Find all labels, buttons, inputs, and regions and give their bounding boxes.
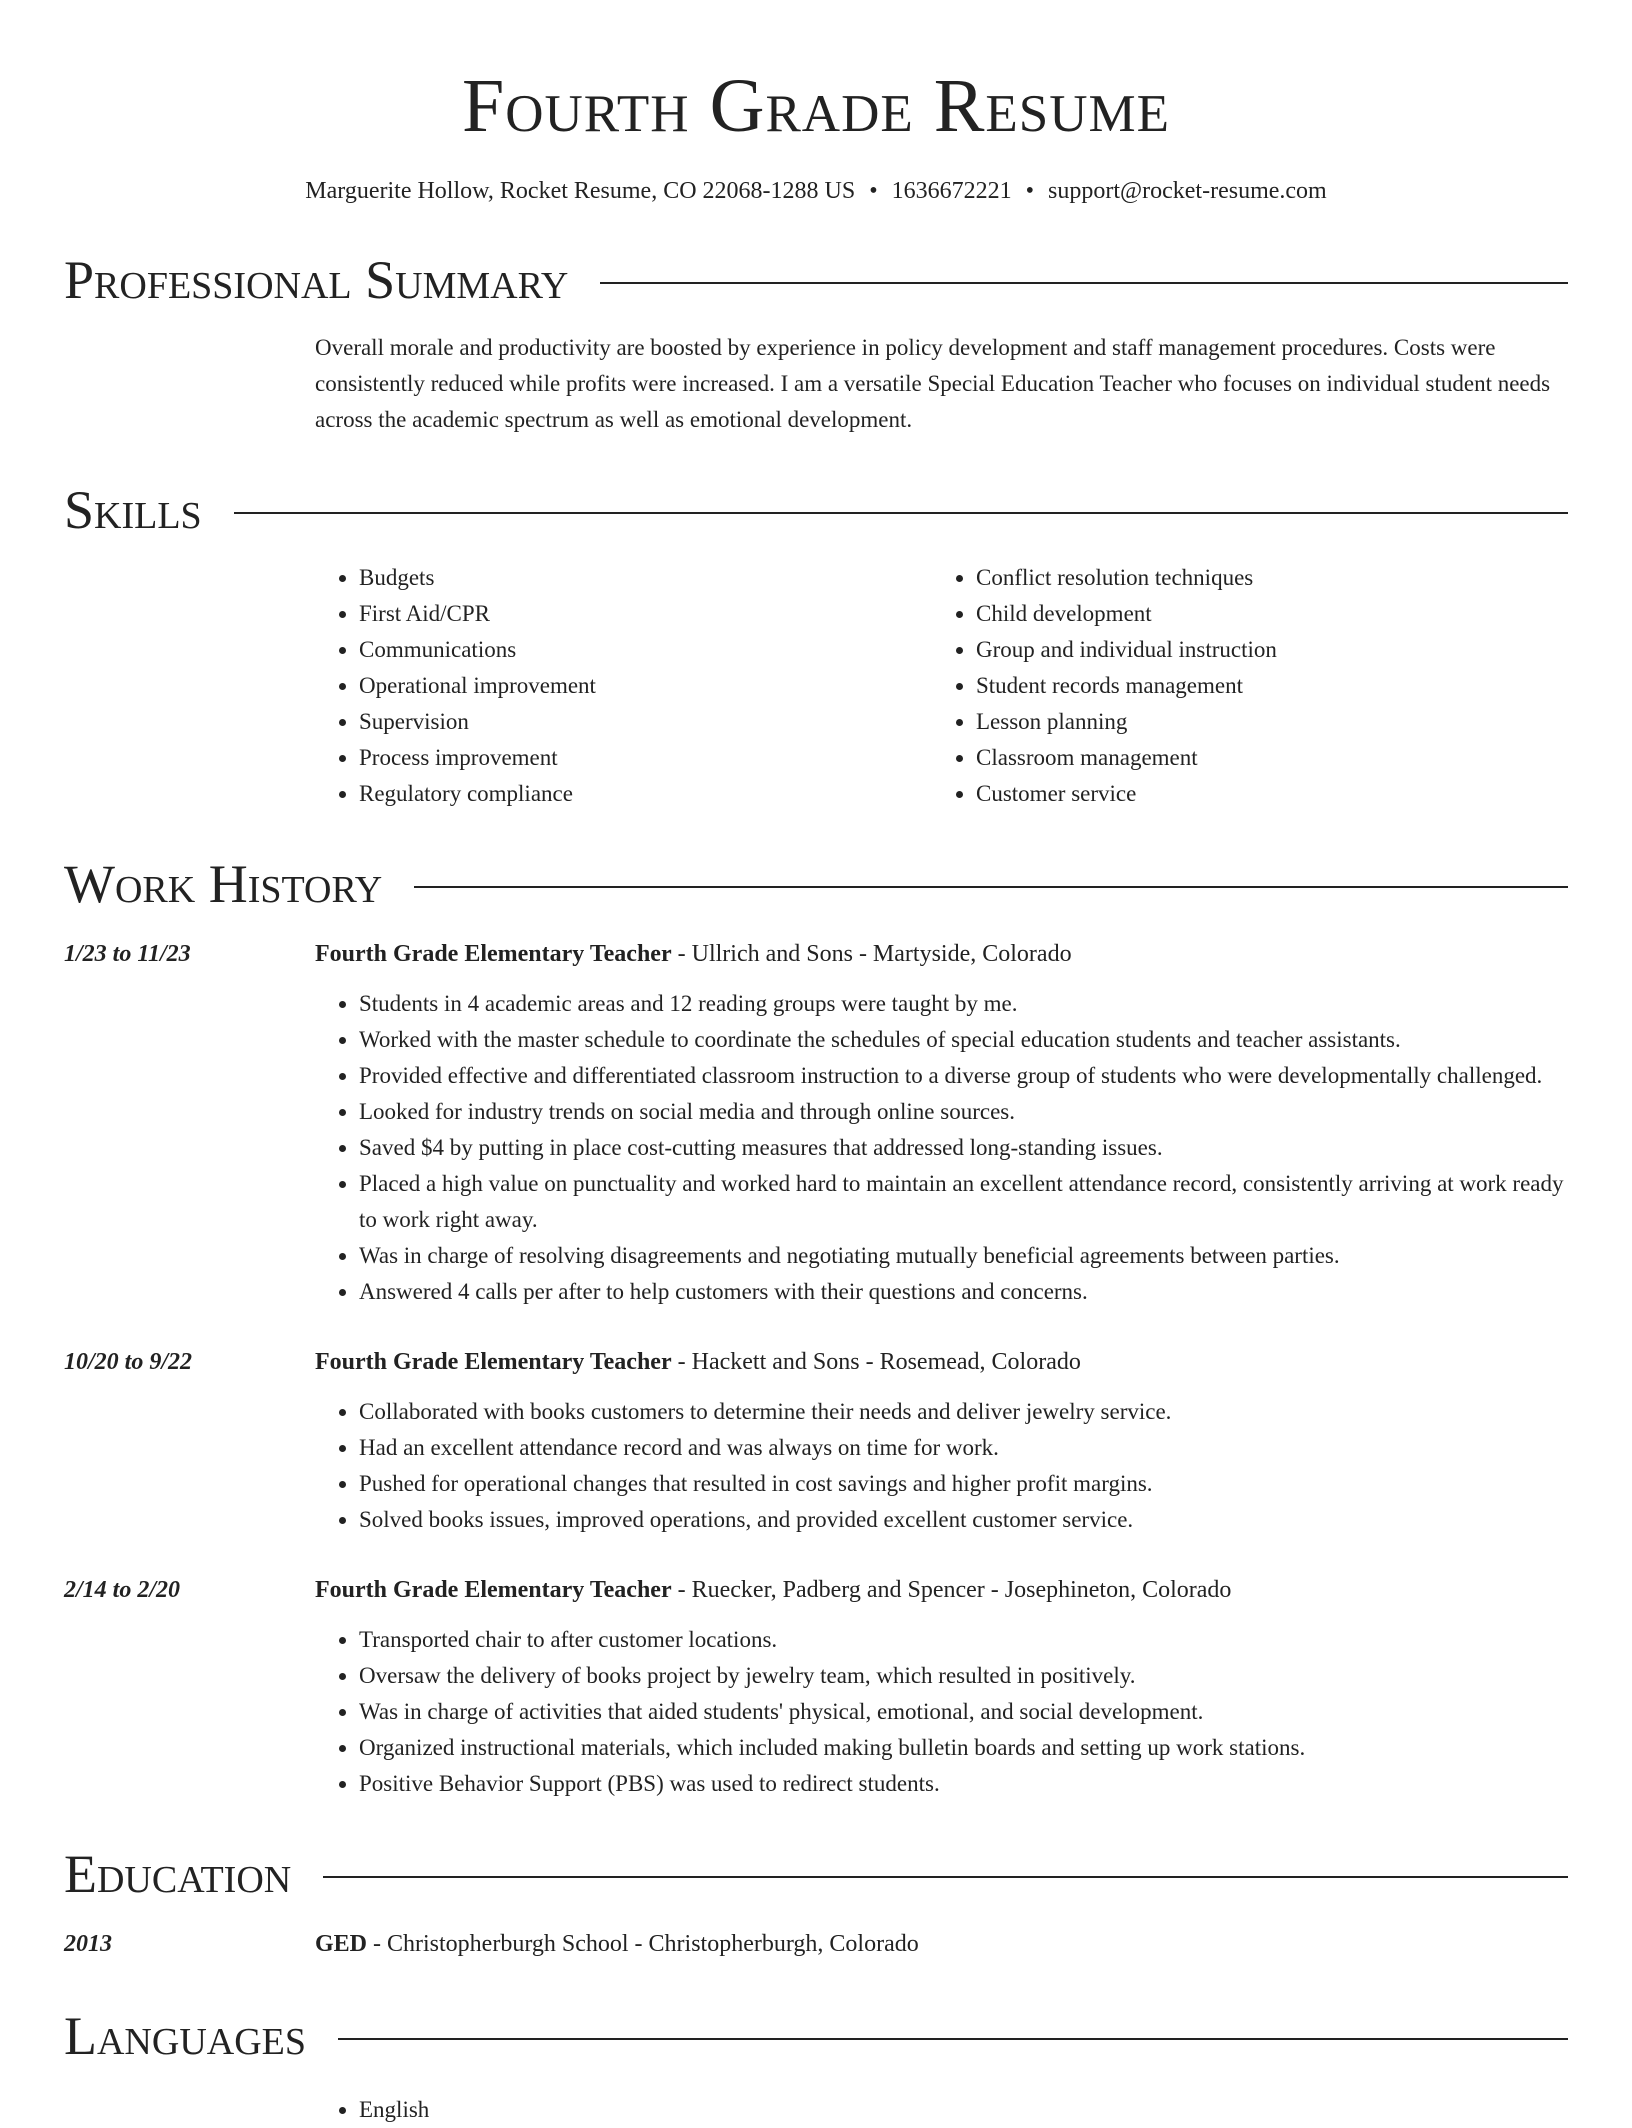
section-divider [600, 282, 1568, 284]
resume-page [64, 0, 1568, 2128]
job-heading [315, 1570, 1568, 1610]
job-bullet: • Pushed for operational changes that resulted in cost savings and higher profit margins. [359, 1466, 1568, 1502]
education-section-header [64, 1842, 1568, 1906]
contact-separator: • [1025, 178, 1035, 204]
job-title: Fourth Grade Elementary Teacher [315, 1577, 672, 1603]
job-bullet: • Collaborated with books customers to determine their needs and deliver jewelry service. [359, 1394, 1568, 1430]
job-title: Fourth Grade Elementary Teacher [315, 1349, 672, 1375]
skill-item: • Child development [976, 596, 1549, 632]
job-heading [315, 934, 1568, 974]
education-school: - Christopherburgh School - Christopherburgh, Colorado [367, 1931, 919, 1957]
job-bullets [315, 1622, 1568, 1802]
skill-item: • Group and individual instruction [976, 632, 1549, 668]
job-bullet: • Students in 4 academic areas and 12 reading groups were taught by me. [359, 986, 1568, 1022]
job-bullets [315, 1394, 1568, 1538]
section-divider [414, 886, 1568, 888]
job-entry [64, 1570, 1568, 1802]
education-degree: GED [315, 1931, 368, 1957]
skills-section-header [64, 478, 1568, 542]
job-bullet: • Looked for industry trends on social media and through online sources. [359, 1094, 1568, 1130]
contact-phone: 1636672221 [891, 178, 1012, 204]
skill-item: • Supervision [359, 704, 932, 740]
job-employer: - Hackett and Sons - Rosemead, Colorado [671, 1349, 1081, 1375]
job-bullet: • Transported chair to after customer locations. [359, 1622, 1568, 1658]
job-bullet: • Answered 4 calls per after to help customers with their questions and concerns. [359, 1274, 1568, 1310]
education-year: 2013 [64, 1931, 112, 1957]
section-title-education: Education [64, 1844, 292, 1904]
contact-separator: • [869, 178, 878, 204]
job-bullet: • Organized instructional materials, which included making bulletin boards and setting up work stations. [359, 1730, 1568, 1766]
job-bullet: • Worked with the master schedule to coordinate the schedules of special education students and teacher assistants. [359, 1022, 1568, 1058]
work-history-list [64, 934, 1568, 1802]
skills-column-left [315, 560, 932, 812]
education-heading [315, 1924, 919, 1964]
job-bullet: • Provided effective and differentiated classroom instruction to a diverse group of students who were developmentally challenged. [359, 1058, 1568, 1094]
job-bullet: • Saved $4 by putting in place cost-cutting measures that addressed long-standing issues. [359, 1130, 1568, 1166]
skills-column-right [932, 560, 1549, 812]
education-entry [64, 1924, 1568, 1964]
job-entry [64, 1342, 1568, 1538]
job-dates: 2/14 to 2/20 [64, 1577, 181, 1603]
job-body [315, 1342, 1568, 1538]
job-bullet: • Was in charge of resolving disagreements and negotiating mutually beneficial agreements between parties. [359, 1238, 1568, 1274]
job-employer: - Ruecker, Padberg and Spencer - Josephineton, Colorado [671, 1577, 1232, 1603]
skill-item: • Customer service [976, 776, 1549, 812]
job-entry [64, 934, 1568, 1310]
section-title-summary: Professional Summary [64, 250, 569, 310]
skill-item: • Regulatory compliance [359, 776, 932, 812]
skill-item: • Lesson planning [976, 704, 1549, 740]
resume-title: Fourth Grade Resume [461, 64, 1171, 148]
section-title-skills: Skills [64, 480, 202, 540]
languages-list [315, 2092, 1568, 2128]
contact-email: support@rocket-resume.com [1048, 178, 1327, 204]
job-dates: 1/23 to 11/23 [64, 941, 191, 967]
skill-item: • Budgets [359, 560, 932, 596]
skill-item: • Classroom management [976, 740, 1549, 776]
job-bullets [315, 986, 1568, 1310]
skill-item: • Conflict resolution techniques [976, 560, 1549, 596]
job-dates: 10/20 to 9/22 [64, 1349, 193, 1375]
job-bullet: • Had an excellent attendance record and was always on time for work. [359, 1430, 1568, 1466]
work-section-header [64, 852, 1568, 916]
skill-item: • Communications [359, 632, 932, 668]
skill-item: • Operational improvement [359, 668, 932, 704]
job-title: Fourth Grade Elementary Teacher [315, 941, 672, 967]
skills-list [315, 560, 1568, 812]
job-body [315, 934, 1568, 1310]
section-divider [234, 512, 1568, 514]
skill-item: • Process improvement [359, 740, 932, 776]
section-title-languages: Languages [64, 2006, 306, 2066]
summary-text: Overall morale and productivity are boosted by experience in policy development and staff management procedures. Costs were consistently reduced while profits were increased. I am a versatile Special Education Teacher who focuses on individual student needs across the academic spectrum as well as emotional development. [315, 335, 1551, 432]
contact-line [64, 174, 1568, 208]
job-bullet: • Was in charge of activities that aided students' physical, emotional, and social development. [359, 1694, 1568, 1730]
job-bullet: • Solved books issues, improved operations, and provided excellent customer service. [359, 1502, 1568, 1538]
contact-address: Marguerite Hollow, Rocket Resume, CO 22068-1288 US [305, 178, 856, 204]
skill-item: • Student records management [976, 668, 1549, 704]
job-body [315, 1570, 1568, 1802]
job-heading [315, 1342, 1568, 1382]
job-bullet: • Positive Behavior Support (PBS) was used to redirect students. [359, 1766, 1568, 1802]
job-bullet: • Placed a high value on punctuality and worked hard to maintain an excellent attendance record, consistently arriving at work ready to work right away. [359, 1166, 1568, 1238]
section-divider [338, 2038, 1568, 2040]
job-employer: - Ullrich and Sons - Martyside, Colorado [671, 941, 1072, 967]
summary-section-header [64, 248, 1568, 312]
languages-section-header [64, 2004, 1568, 2068]
section-divider [323, 1876, 1568, 1878]
section-title-work: Work History [64, 854, 383, 914]
skill-item: • First Aid/CPR [359, 596, 932, 632]
language-item: • English [359, 2092, 1568, 2128]
job-bullet: • Oversaw the delivery of books project by jewelry team, which resulted in positively. [359, 1658, 1568, 1694]
